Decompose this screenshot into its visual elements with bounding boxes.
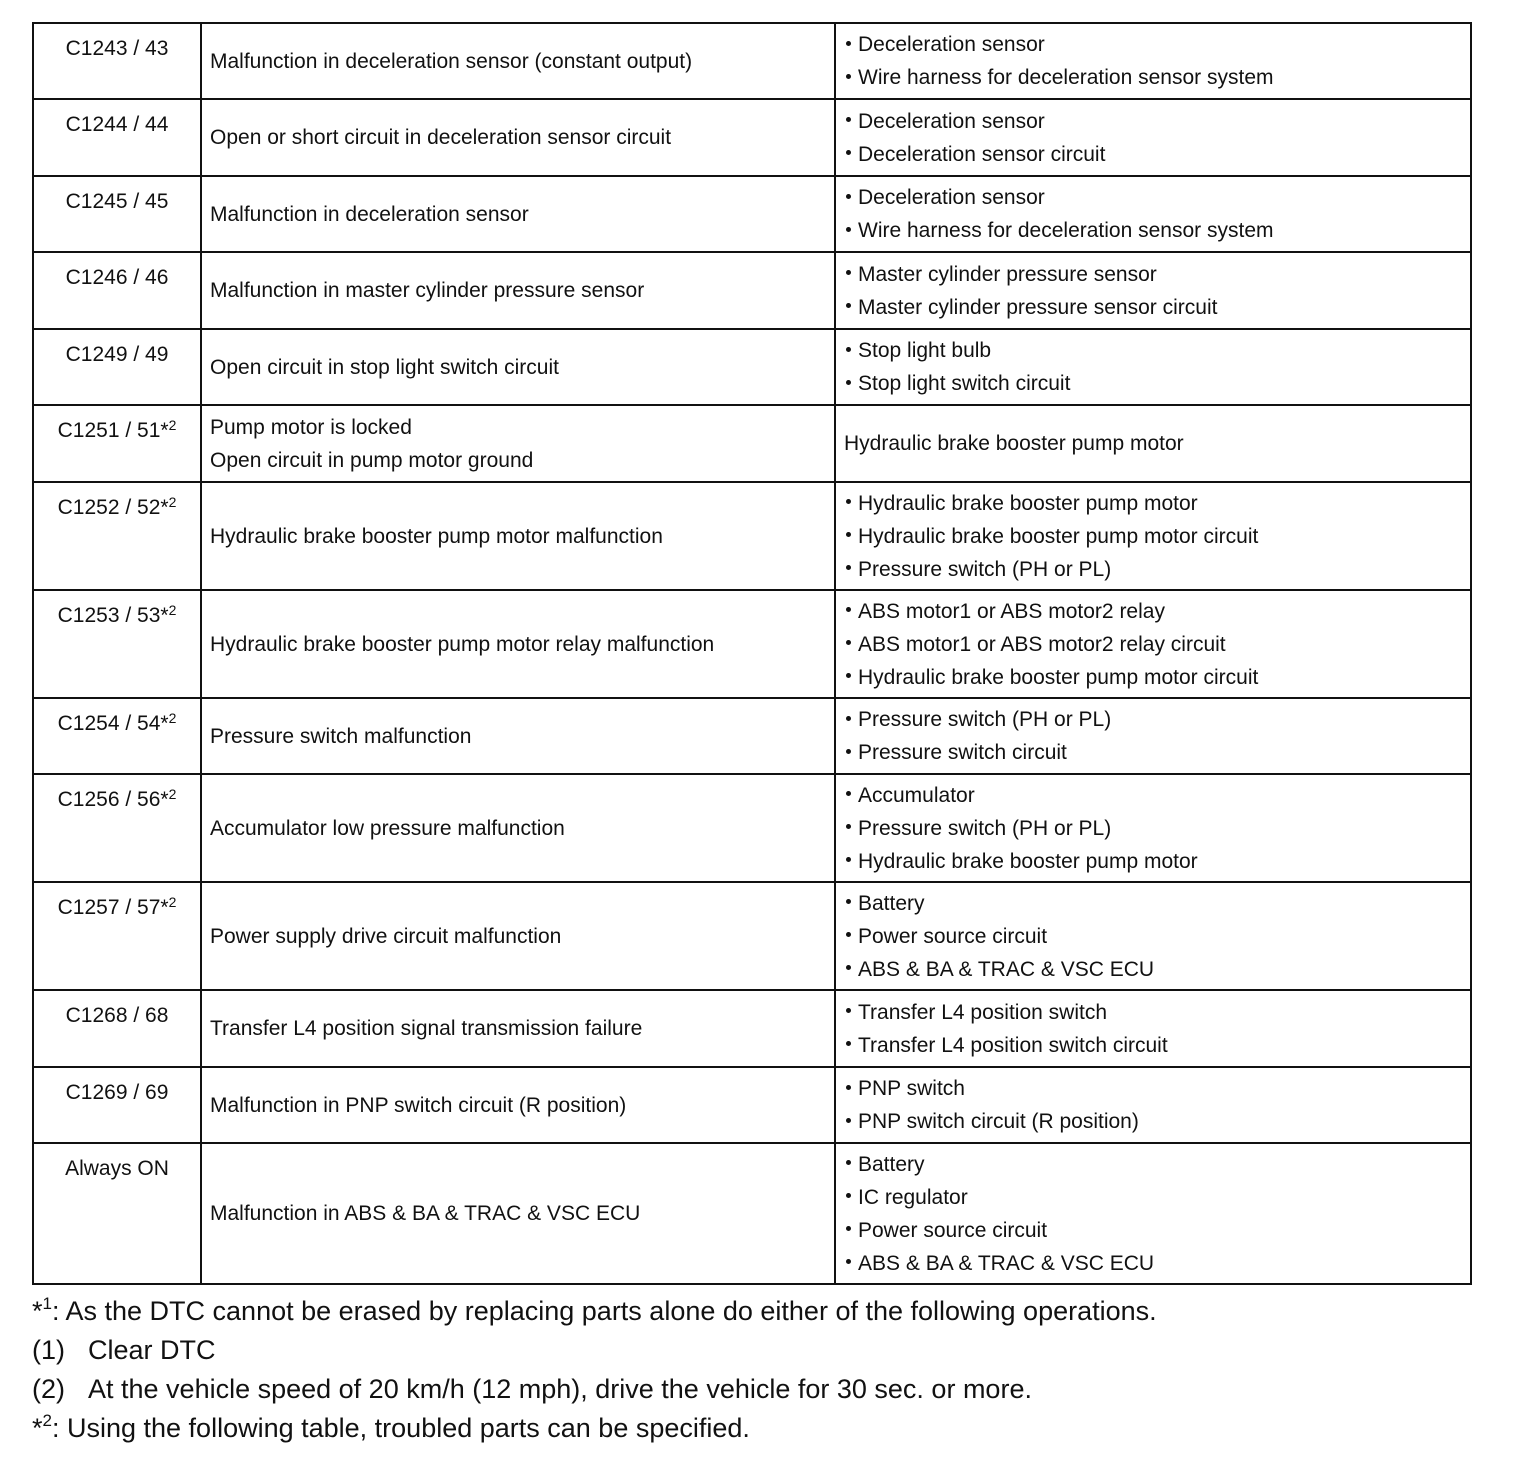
detection-item-cell — [201, 1067, 835, 1143]
table-row — [33, 99, 1471, 176]
trouble-area-item — [844, 920, 1470, 953]
trouble-area-item — [844, 887, 1470, 920]
trouble-area-text: ABS motor1 or ABS motor2 relay — [858, 599, 1165, 623]
table-row — [33, 774, 1471, 882]
dtc-code: C1252 / 52* — [57, 496, 169, 519]
trouble-area-item — [844, 628, 1470, 661]
detection-item: Malfunction in deceleration sensor — [210, 202, 529, 226]
bullet-icon — [846, 640, 851, 645]
detection-item: Open circuit in pump motor ground — [210, 448, 534, 472]
trouble-area-text: Hydraulic brake booster pump motor circuit — [858, 524, 1259, 548]
dtc-footnote-ref: 2 — [168, 894, 177, 910]
dtc-code-cell — [33, 176, 201, 252]
table-row — [33, 329, 1471, 405]
dtc-code: C1253 / 53* — [57, 604, 169, 627]
bullet-icon — [846, 1008, 851, 1013]
footnote-text: : As the DTC cannot be erased by replacing parts alone do either of the following operations. — [51, 1296, 1157, 1326]
bullet-icon — [846, 1118, 851, 1123]
dtc-footnote-ref: 2 — [168, 494, 177, 510]
bullet-icon — [846, 1259, 851, 1264]
detection-item: Open circuit in stop light switch circuit — [210, 355, 559, 379]
table-row — [33, 405, 1471, 482]
dtc-code: C1245 / 45 — [65, 190, 169, 213]
dtc-code: C1244 / 44 — [65, 113, 169, 136]
trouble-area-cell — [835, 176, 1471, 252]
dtc-code-cell — [33, 252, 201, 329]
table-row — [33, 1143, 1471, 1284]
dtc-code: C1246 / 46 — [65, 266, 169, 289]
dtc-code: C1257 / 57* — [57, 896, 169, 919]
dtc-code-cell — [33, 990, 201, 1067]
trouble-area-item — [844, 105, 1470, 138]
trouble-area-text: Deceleration sensor — [858, 186, 1045, 209]
bullet-icon — [846, 74, 851, 79]
dtc-code-cell — [33, 774, 201, 882]
detection-item-cell — [201, 698, 835, 774]
trouble-area-text: Transfer L4 position switch circuit — [858, 1033, 1168, 1057]
bullet-icon — [846, 932, 851, 937]
trouble-area-text: Power source circuit — [858, 1218, 1048, 1242]
trouble-area-text: Stop light bulb — [858, 339, 992, 362]
trouble-area-item — [844, 214, 1470, 247]
dtc-footnote-ref: 2 — [168, 710, 177, 726]
trouble-area-text: ABS & BA & TRAC & VSC ECU — [858, 957, 1155, 981]
dtc-code: C1254 / 54* — [57, 712, 169, 735]
bullet-icon — [846, 716, 851, 721]
detection-item-cell — [201, 1143, 835, 1284]
dtc-code-cell — [33, 329, 201, 405]
detection-item-cell — [201, 882, 835, 990]
bullet-icon — [846, 380, 851, 385]
trouble-area-text: Deceleration sensor — [858, 109, 1045, 133]
trouble-area-text: Transfer L4 position switch — [858, 1000, 1107, 1024]
trouble-area-item — [844, 138, 1470, 171]
table-row — [33, 990, 1471, 1067]
bullet-icon — [846, 749, 851, 754]
step-1 — [32, 1331, 1157, 1370]
dtc-code: Always ON — [65, 1157, 169, 1180]
trouble-area-text: Power source circuit — [858, 924, 1048, 948]
step-number: (1) — [32, 1335, 65, 1365]
detection-item-cell — [201, 774, 835, 882]
table-row — [33, 1067, 1471, 1143]
trouble-area-text: ABS & BA & TRAC & VSC ECU — [858, 1251, 1155, 1275]
footnote-mark: * — [32, 1413, 43, 1443]
trouble-area-cell — [835, 774, 1471, 882]
trouble-area-item — [844, 334, 1470, 367]
step-number: (2) — [32, 1374, 65, 1404]
bullet-icon — [846, 1041, 851, 1046]
bullet-icon — [846, 965, 851, 970]
footnote-text: : Using the following table, troubled parts can be specified. — [51, 1413, 750, 1443]
bullet-icon — [846, 227, 851, 232]
dtc-code-cell — [33, 1067, 201, 1143]
bullet-icon — [846, 1226, 851, 1231]
trouble-area-text: Deceleration sensor — [858, 33, 1045, 56]
detection-item-cell — [201, 590, 835, 698]
bullet-icon — [846, 565, 851, 570]
bullet-icon — [846, 1160, 851, 1165]
dtc-table — [32, 22, 1472, 1285]
dtc-code: C1249 / 49 — [65, 343, 169, 366]
trouble-area-item — [844, 1105, 1470, 1138]
bullet-icon — [846, 1193, 851, 1198]
detection-item: Accumulator low pressure malfunction — [210, 816, 565, 840]
bullet-icon — [846, 1085, 851, 1090]
trouble-area-text: ABS motor1 or ABS motor2 relay circuit — [858, 632, 1226, 656]
trouble-area-item — [844, 1148, 1470, 1181]
trouble-area-text: Pressure switch (PH or PL) — [858, 816, 1112, 840]
trouble-area-item — [844, 953, 1470, 986]
step-text: Clear DTC — [88, 1335, 216, 1365]
trouble-area-cell — [835, 1143, 1471, 1284]
trouble-area-text: PNP switch — [858, 1077, 965, 1100]
trouble-area-item — [844, 812, 1470, 845]
trouble-area-text: Wire harness for deceleration sensor system — [858, 66, 1274, 89]
detection-item-cell — [201, 176, 835, 252]
detection-item-cell — [201, 252, 835, 329]
bullet-icon — [846, 791, 851, 796]
trouble-area-item — [844, 703, 1470, 736]
table-row — [33, 590, 1471, 698]
step-2 — [32, 1370, 1157, 1409]
bullet-icon — [846, 303, 851, 308]
bullet-icon — [846, 607, 851, 612]
dtc-code-cell — [33, 590, 201, 698]
trouble-area-item — [844, 61, 1470, 94]
bullet-icon — [846, 857, 851, 862]
bullet-icon — [846, 532, 851, 537]
trouble-area-text: Pressure switch (PH or PL) — [858, 557, 1112, 581]
trouble-area-cell — [835, 698, 1471, 774]
trouble-area-item — [844, 1214, 1470, 1247]
trouble-area-item — [844, 520, 1470, 553]
trouble-area-text: Accumulator — [858, 783, 975, 807]
trouble-area-item — [844, 1072, 1470, 1105]
trouble-area-item — [844, 845, 1470, 878]
dtc-code-cell — [33, 1143, 201, 1284]
bullet-icon — [846, 673, 851, 678]
dtc-code-cell — [33, 405, 201, 482]
detection-item: Malfunction in deceleration sensor (constant output) — [210, 49, 693, 73]
bullet-icon — [846, 41, 851, 46]
detection-item: Pressure switch malfunction — [210, 724, 472, 748]
trouble-area-text: Pressure switch circuit — [858, 741, 1067, 764]
detection-item: Malfunction in master cylinder pressure sensor — [210, 279, 645, 302]
trouble-area-item — [844, 1247, 1470, 1280]
table-row — [33, 482, 1471, 590]
dtc-code-cell — [33, 99, 201, 176]
trouble-area-text: Stop light switch circuit — [858, 372, 1071, 395]
trouble-area-cell — [835, 990, 1471, 1067]
trouble-area-text: Deceleration sensor circuit — [858, 142, 1106, 166]
footnote-1 — [32, 1292, 1157, 1331]
trouble-area-text: Master cylinder pressure sensor — [858, 262, 1157, 286]
table-row — [33, 698, 1471, 774]
trouble-area-item — [844, 1181, 1470, 1214]
detection-item: Malfunction in ABS & BA & TRAC & VSC ECU — [210, 1202, 641, 1225]
detection-item: Transfer L4 position signal transmission failure — [210, 1017, 643, 1040]
table-row — [33, 252, 1471, 329]
dtc-table-body — [33, 23, 1471, 1284]
detection-item-cell — [201, 99, 835, 176]
trouble-area-item — [844, 996, 1470, 1029]
bullet-icon — [846, 824, 851, 829]
trouble-area-item — [844, 595, 1470, 628]
trouble-area-cell — [835, 329, 1471, 405]
trouble-area-text: Battery — [858, 1152, 925, 1176]
trouble-area-cell — [835, 99, 1471, 176]
trouble-area-cell — [835, 482, 1471, 590]
trouble-area-cell — [835, 590, 1471, 698]
dtc-footnote-ref: 2 — [168, 786, 177, 802]
trouble-area-cell — [835, 252, 1471, 329]
bullet-icon — [846, 499, 851, 504]
trouble-area-item — [844, 28, 1470, 61]
trouble-area-text: Hydraulic brake booster pump motor circuit — [858, 665, 1259, 689]
table-row — [33, 176, 1471, 252]
footnote-2 — [32, 1409, 1157, 1448]
trouble-area-text: Hydraulic brake booster pump motor — [858, 849, 1198, 873]
trouble-area-text: PNP switch circuit (R position) — [858, 1110, 1139, 1133]
dtc-code-cell — [33, 882, 201, 990]
step-text: At the vehicle speed of 20 km/h (12 mph), drive the vehicle for 30 sec. or more. — [88, 1374, 1032, 1404]
detection-item-cell — [201, 23, 835, 99]
dtc-code: C1268 / 68 — [65, 1004, 169, 1027]
trouble-area-text: IC regulator — [858, 1185, 968, 1209]
trouble-area-item — [844, 427, 1470, 460]
dtc-code-cell — [33, 698, 201, 774]
footnote-mark: * — [32, 1296, 43, 1326]
dtc-footnote-ref: 2 — [168, 602, 177, 618]
trouble-area-item — [844, 736, 1470, 769]
trouble-area-cell — [835, 1067, 1471, 1143]
detection-item-cell — [201, 405, 835, 482]
trouble-area-cell — [835, 882, 1471, 990]
dtc-code: C1269 / 69 — [65, 1081, 169, 1104]
dtc-code-cell — [33, 482, 201, 590]
bullet-icon — [846, 194, 851, 199]
trouble-area-text: Hydraulic brake booster pump motor — [858, 491, 1198, 515]
detection-item: Malfunction in PNP switch circuit (R position) — [210, 1093, 627, 1117]
footnote-sup: 2 — [42, 1411, 52, 1430]
bullet-icon — [846, 347, 851, 352]
detection-item: Hydraulic brake booster pump motor malfunction — [210, 524, 663, 548]
trouble-area-item — [844, 661, 1470, 694]
detection-item: Power supply drive circuit malfunction — [210, 924, 562, 948]
trouble-area-item — [844, 181, 1470, 214]
bullet-icon — [846, 270, 851, 275]
trouble-area-item — [844, 367, 1470, 400]
detection-item: Open or short circuit in deceleration sensor circuit — [210, 126, 672, 149]
dtc-code: C1243 / 43 — [65, 37, 169, 60]
trouble-area-item — [844, 291, 1470, 324]
trouble-area-text: Pressure switch (PH or PL) — [858, 708, 1112, 731]
table-row — [33, 23, 1471, 99]
trouble-area-text: Master cylinder pressure sensor circuit — [858, 295, 1218, 319]
trouble-area-item — [844, 553, 1470, 586]
trouble-area-item — [844, 487, 1470, 520]
trouble-area-item — [844, 258, 1470, 291]
trouble-area-item — [844, 779, 1470, 812]
bullet-icon — [846, 150, 851, 155]
trouble-area-cell — [835, 405, 1471, 482]
trouble-area-text: Battery — [858, 891, 925, 915]
dtc-code: C1256 / 56* — [57, 788, 169, 811]
detection-item-cell — [201, 990, 835, 1067]
footnote-sup: 1 — [42, 1294, 52, 1313]
bullet-icon — [846, 117, 851, 122]
bullet-icon — [846, 899, 851, 904]
trouble-area-text: Hydraulic brake booster pump motor — [844, 432, 1184, 455]
dtc-code-cell — [33, 23, 201, 99]
dtc-code: C1251 / 51* — [57, 419, 169, 442]
detection-item-cell — [201, 329, 835, 405]
detection-item: Pump motor is locked — [210, 415, 412, 439]
trouble-area-item — [844, 1029, 1470, 1062]
table-row — [33, 882, 1471, 990]
trouble-area-cell — [835, 23, 1471, 99]
trouble-area-text: Wire harness for deceleration sensor system — [858, 219, 1274, 242]
detection-item: Hydraulic brake booster pump motor relay malfunction — [210, 632, 715, 656]
footnotes — [32, 1292, 1157, 1448]
detection-item-cell — [201, 482, 835, 590]
dtc-footnote-ref: 2 — [168, 417, 177, 433]
